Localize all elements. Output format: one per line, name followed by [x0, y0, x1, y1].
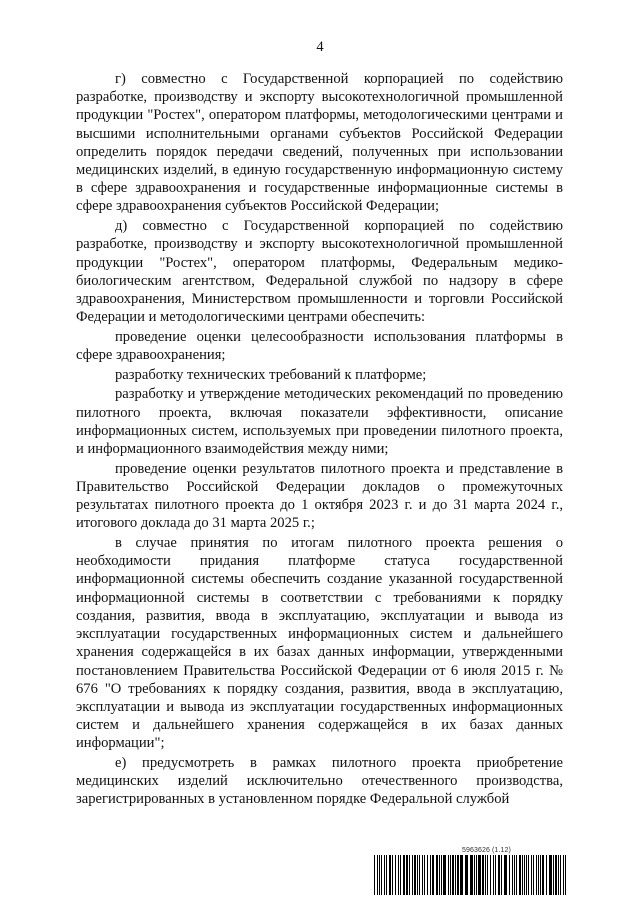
- paragraph-g: г) совместно с Государственной корпорацией по содействию разработке, производству и экспорту высокотехнологичной промышленной продукции "Ростех", оператором платформы, методологическими центрами и высшими исполнительными органами субъектов Российской Федерации определить порядок передачи сведений, полученных при использовании медицинских изделий, в единую государственную информационную систему в сфере здравоохранения и государственные информационные системы в сфере здравоохранения субъектов Российской Федерации;: [76, 71, 563, 215]
- barcode-image: [374, 855, 570, 895]
- list-item-state-system: в случае принятия по итогам пилотного проекта решения о необходимости придания платформе статуса государственной информационной системы обеспечить создание указанной государственной информационной системы в соответствии с требованиями к порядку создания, развития, ввода в эксплуатацию, эксплуатации и вывода из эксплуатации государственных информационных систем и дальнейшего хранения содержащейся в их базах данных информации, утвержденными постановлением Правительства Российской Федерации от 6 июля 2015 г. № 676 "О требованиях к порядку создания, развития, ввода в эксплуатацию, эксплуатации и вывода из эксплуатации государственных информационных систем и дальнейшего хранения содержащейся в их базах данных информации";: [76, 535, 563, 752]
- list-item-results-assessment: проведение оценки результатов пилотного проекта и представление в Правительство Российской Федерации докладов о промежуточных результатах пилотного проекта до 1 октября 2023 г. и до 31 марта 2024 г., итогового доклада до 31 марта 2025 г.;: [76, 460, 563, 532]
- list-item-tech-requirements: разработку технических требований к платформе;: [115, 366, 427, 383]
- document-body: [76, 70, 563, 810]
- paragraph-e: е) предусмотреть в рамках пилотного проекта приобретение медицинских изделий исключительно отечественного производства, зарегистрированных в установленном порядке Федеральной службой: [76, 755, 563, 808]
- paragraph-d: д) совместно с Государственной корпорацией по содействию разработке, производству и экспорту высокотехнологичной промышленной продукции "Ростех", оператором платформы, Федеральным медико-биологическим агентством, Федеральной службой по надзору в сфере здравоохранения, Министерством промышленности и торговли Российской Федерации и методологическими центрами обеспечить:: [76, 218, 563, 326]
- page-number: 4: [316, 39, 324, 55]
- list-item-feasibility: проведение оценки целесообразности использования платформы в сфере здравоохранения;: [76, 328, 563, 364]
- list-item-method-recommendations: разработку и утверждение методических рекомендаций по проведению пилотного проекта, включая показатели эффективности, описание информационных систем, используемых при проведении пилотного проекта, и информационного взаимодействия между ними;: [76, 386, 563, 458]
- document-code: 5963626 (1.12): [462, 847, 511, 854]
